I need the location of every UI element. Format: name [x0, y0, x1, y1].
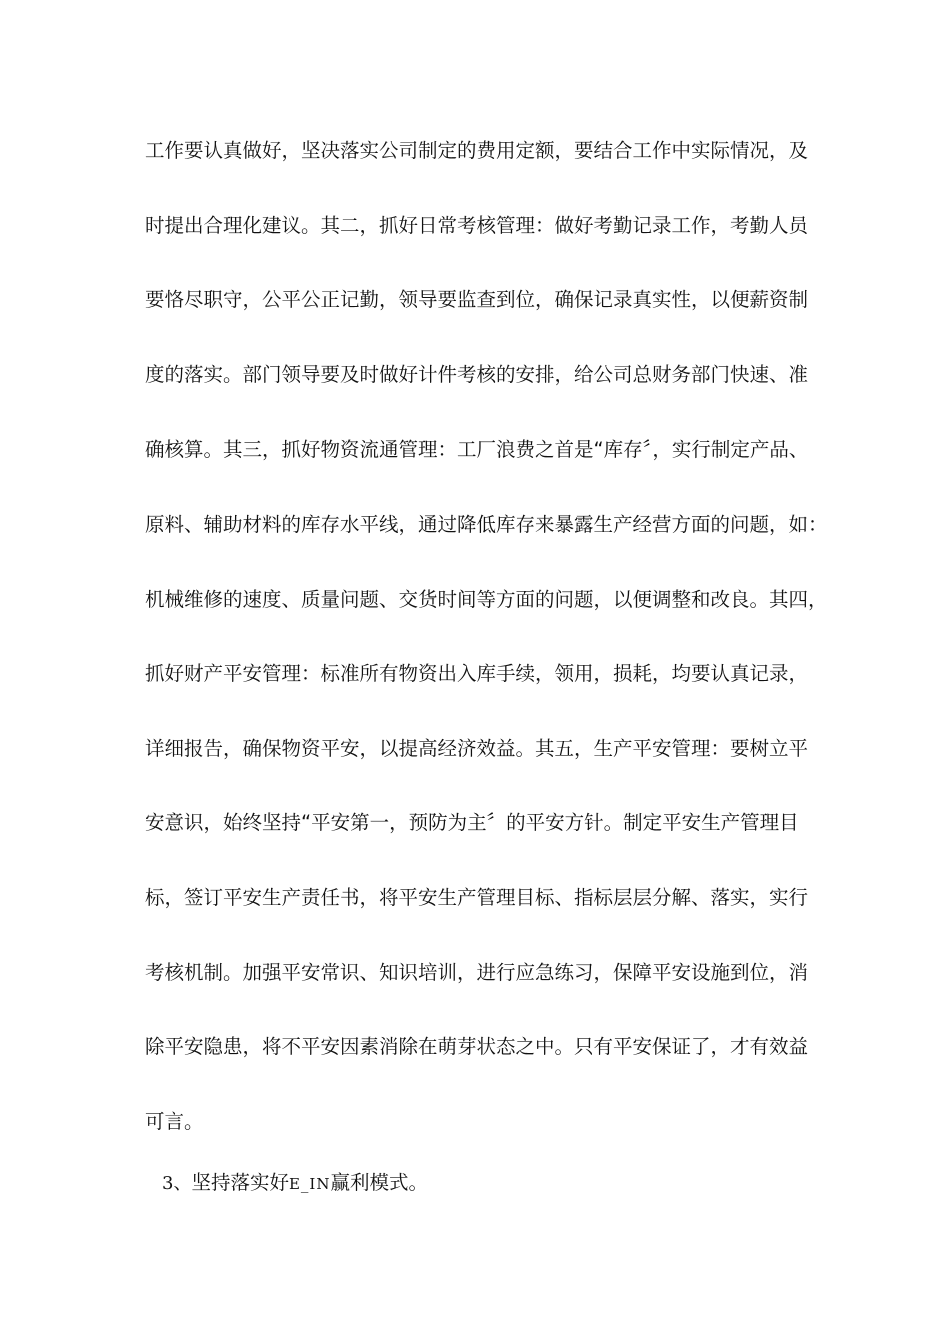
paragraph-line: 可言。 — [145, 1110, 204, 1133]
paragraph-line: 工作要认真做好，坚决落实公司制定的费用定额，要结合工作中实际情况，及 — [145, 139, 809, 162]
list-item — [162, 1168, 428, 1199]
list-item-number: 3、 — [162, 1173, 192, 1194]
paragraph-line: 除平安隐患，将不平安因素消除在萌芽状态之中。只有平安保证了，才有效益 — [145, 1035, 809, 1058]
paragraph-line: 要恪尽职守，公平公正记勤，领导要监查到位，确保记录真实性，以便薪资制 — [145, 288, 809, 311]
paragraph-line: 机械维修的速度、质量问题、交货时间等方面的问题，以便调整和改良。其四， — [145, 588, 828, 611]
paragraph-line: 原料、辅助材料的库存水平线，通过降低库存来暴露生产经营方面的问题，如： — [145, 513, 828, 536]
paragraph-line: 标，签订平安生产责任书，将平安生产管理目标、指标层层分解、落实，实行 — [145, 886, 809, 909]
paragraph-line: 考核机制。加强平安常识、知识培训，进行应急练习，保障平安设施到位，消 — [145, 961, 809, 984]
paragraph-line: 详细报告，确保物资平安，以提高经济效益。其五，生产平安管理：要树立平 — [145, 737, 809, 760]
paragraph-line: 安意识，始终坚持“平安第一，预防为主〞的平安方针。制定平安生产管理目 — [145, 811, 799, 834]
list-item-text: 坚持落实好 — [191, 1171, 289, 1194]
list-item-text-end: 赢利模式。 — [330, 1171, 428, 1194]
paragraph-line: 时提出合理化建议。其二，抓好日常考核管理：做好考勤记录工作，考勤人员 — [145, 214, 809, 237]
paragraph-line: 度的落实。部门领导要及时做好计件考核的安排，给公司总财务部门快速、准 — [145, 363, 809, 386]
list-item-code: E_IN — [288, 1175, 331, 1193]
paragraph-line: 确核算。其三，抓好物资流通管理：工厂浪费之首是“库存〞，实行制定产品、 — [145, 438, 809, 461]
paragraph-line: 抓好财产平安管理：标准所有物资出入库手续，领用，损耗，均要认真记录， — [145, 662, 809, 685]
